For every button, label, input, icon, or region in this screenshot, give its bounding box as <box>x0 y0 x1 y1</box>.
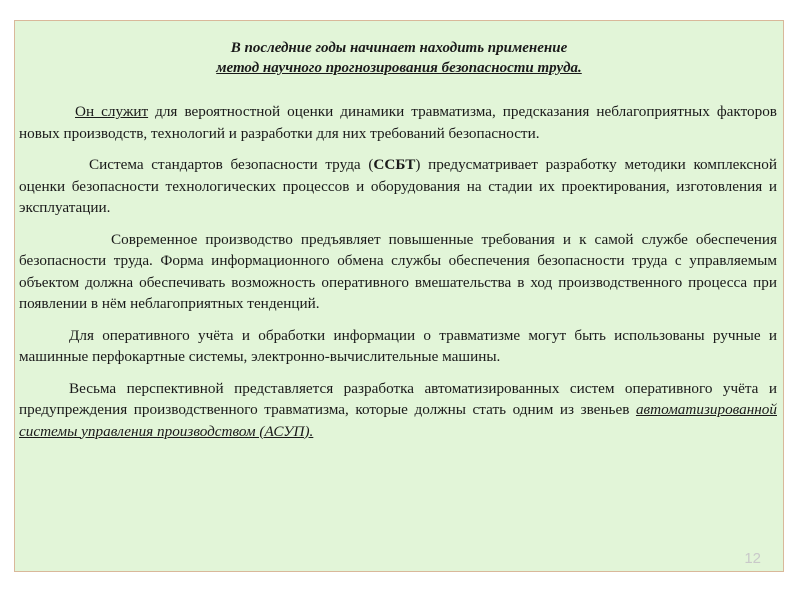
paragraph-2-bold: ССБТ <box>373 156 416 173</box>
paragraph-1-text: для вероятностной оценки динамики травматизма, предсказания неблагоприятных факторов новых производств, технологий и разработки для них требований безопасности. <box>19 103 777 142</box>
paragraph-1 <box>19 101 777 144</box>
paragraph-2 <box>19 154 777 219</box>
slide <box>14 20 784 572</box>
paragraph-2-text-before: Система стандартов безопасности труда ( <box>89 156 374 173</box>
paragraph-3-text: Современное производство предъявляет повышенные требования и к самой службе обеспечения безопасности труда. Форма информационного обмена службы обеспечения безопасности труда с управляемым объектом должна обеспечивать возможность оперативного вмешательства в ход производственного процесса при появлении в нём неблагоприятных тенденций. <box>19 230 777 312</box>
paragraph-3 <box>19 229 777 315</box>
paragraph-4-text: Для оперативного учёта и обработки информации о травматизме могут быть использованы ручные и машинные перфокартные системы, электронно-вычислительные машины. <box>19 326 777 365</box>
paragraph-2-text-after: ) предусматривает разработку методики комплексной оценки безопасности технологических процессов и оборудования на стадии их проектирования, изготовления и эксплуатации. <box>19 156 778 216</box>
page-number: 12 <box>744 550 761 567</box>
asup-link[interactable]: автоматизированной системы управления производством (АСУП). <box>19 401 777 440</box>
slide-body <box>19 101 777 452</box>
paragraph-5 <box>19 378 777 443</box>
paragraph-5-text: Весьма перспективной представляется разработка автоматизированных систем оперативного учёта и предупреждения производственного травматизма, которые должны стать одним из звеньев <box>19 379 777 418</box>
title-line-1: В последние годы начинает находить применение <box>230 40 568 56</box>
paragraph-4 <box>19 325 777 368</box>
title-line-2: метод научного прогнозирования безопасности труда. <box>216 60 582 76</box>
paragraph-1-underlined: Он служит <box>75 103 149 120</box>
slide-title <box>15 38 783 78</box>
